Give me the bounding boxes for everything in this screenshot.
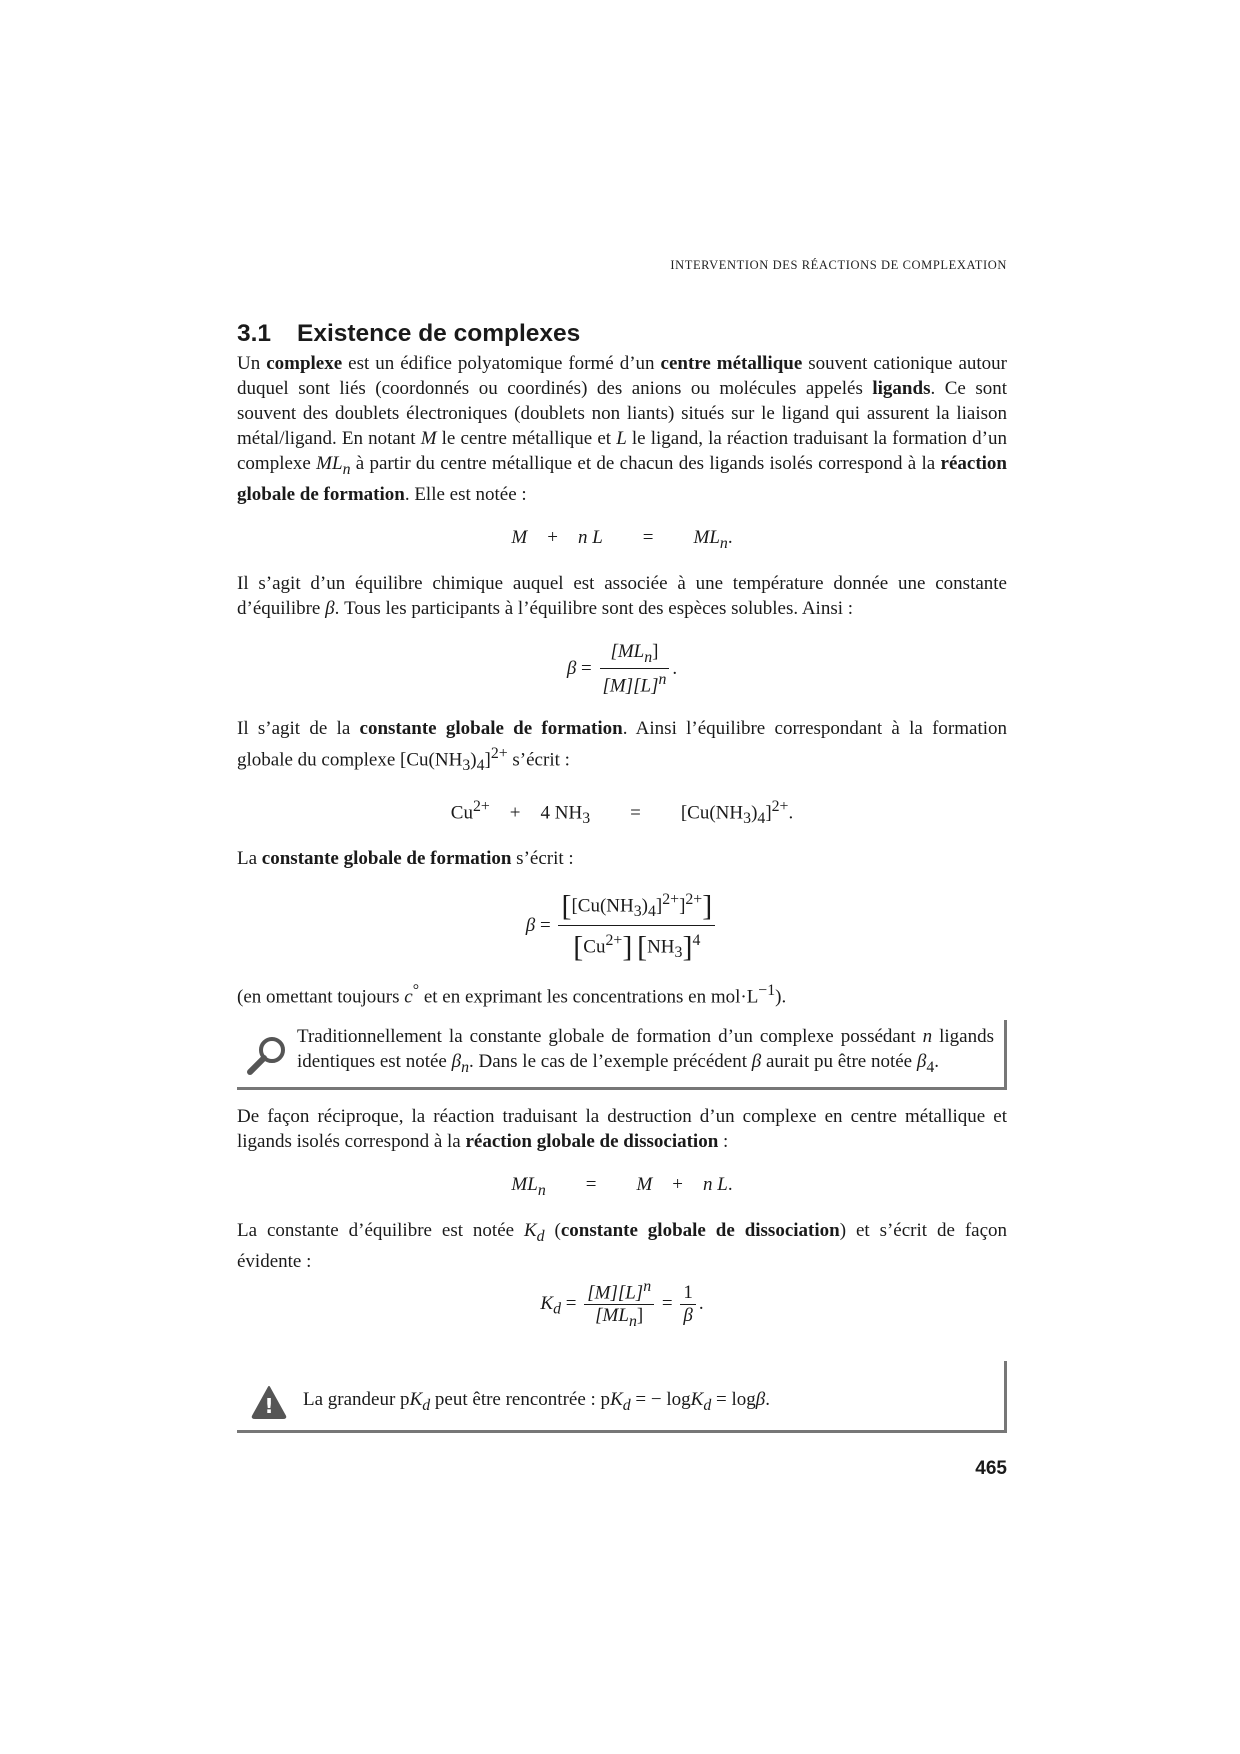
note-box <box>237 1020 1007 1091</box>
term-complexe: complexe <box>266 353 343 374</box>
section-number: 3.1 <box>237 320 272 347</box>
section-title: Existence de complexes <box>297 320 581 347</box>
warning-mark: ! <box>264 1394 274 1419</box>
term-reaction-formation: réaction globale de formation <box>237 453 1008 505</box>
fraction-kd: $\frac{[M][L]^n}{[ML_n]}$ <box>584 1276 654 1333</box>
warning-text: La grandeur $pK_d$ peut être rencontrée : $pK_d$ = − logK$_d$ = logβ. <box>303 1389 770 1414</box>
equation-dissociation: $ML_n = M + n$ L. <box>511 1174 733 1200</box>
page-content <box>237 320 1007 1433</box>
fraction-inverse-beta: $\frac{1}{\beta}$ <box>680 1282 696 1327</box>
page-number: 465 <box>975 1458 1007 1479</box>
term-ligands: ligands <box>872 378 931 399</box>
equation-copper-complex: $Cu^{2+} + 4$ $NH_3 = [Cu(NH_3)_4]^{2+}$. <box>450 797 794 827</box>
fraction-beta: $\frac{[ML_n]}{[M][L]^n}$ <box>600 641 670 698</box>
term-centre-metallique: centre métallique <box>660 353 803 374</box>
equation-formation: M + n $L = ML_n$. <box>511 526 733 552</box>
equation-beta-definition: β = $\frac{[ML_n]}{[M][L]^n}$ . <box>566 640 678 697</box>
fraction-copper-beta: $\frac{[[Cu(NH_3)_4]^{2+}]^{2+}]}{[Cu^{2+}] [NH_3]^4}$ <box>558 889 715 964</box>
warning-icon <box>251 1385 287 1419</box>
paragraph-dissociation: De façon réciproque, la réaction traduisant la destruction d’un complexe en centre métallique et ligands isolés correspond à la réaction globale de dissociation : <box>237 1106 1007 1153</box>
running-header: INTERVENTION DES RÉACTIONS DE COMPLEXATION <box>670 258 1007 272</box>
equation-copper-beta: β = $\frac{[[Cu(NH_3)_4]^{2+}]^{2+}]}{[Cu^{2+}] [NH_3]^4}$ <box>237 889 1007 964</box>
warning-box <box>237 1361 1007 1433</box>
term-constante-dissociation: constante globale de dissociation <box>560 1220 840 1242</box>
paragraph-global-constant: Il s’agit de la constante globale de formation. Ainsi l’équilibre correspondant à la formation globale du complexe $[Cu(NH_3)_4]^{2+}$ s’écrit : <box>237 717 1007 774</box>
term-constante-formation: constante globale de formation <box>359 717 623 739</box>
term-reaction-dissociation: réaction globale de dissociation <box>465 1131 719 1153</box>
magnifier-icon <box>245 1034 289 1078</box>
note-text: Traditionnellement la constante globale de formation d’un complexe possédant n ligands identiques est notée $\beta_n$. Dans le cas de l’exemple précédent β aurait pu être notée $\beta_4$. <box>297 1025 995 1076</box>
paragraph-kd: La constante d’équilibre est notée $K_d$ (constante globale de dissociation) et s’écrit de façon évidente : <box>237 1220 1008 1272</box>
term-constante-formation-2: constante globale de formation <box>261 847 512 869</box>
paragraph-units-remark: (en omettant toujours c° et en exprimant les concentrations en $mol\cdot L^{-1}$). <box>237 982 787 1008</box>
paragraph-constant-intro: La constante globale de formation s’écrit : <box>237 847 574 869</box>
section-heading <box>237 320 1007 348</box>
paragraph-equilibrium: Il s’agit d’un équilibre chimique auquel est associée à une température donnée une constante d’équilibre β. Tous les participants à l’équilibre sont des espèces solubles. Ainsi : <box>237 572 1007 619</box>
equation-kd: $K_d$ = $\frac{[M][L]^n}{[ML_n]}$ = $\frac{1}{\beta}$ . <box>237 1276 1007 1333</box>
paragraph-intro: Un complexe est un édifice polyatomique formé d’un centre métallique souvent cationique autour duquel sont liés (coordonnés ou coordinés) des anions ou molécules appelés ligands. Ce sont souvent des doublets électroniques (doublets non liants) situés sur le ligand qui assurent la liaison métal/ligand. En notant M le centre métallique et L le ligand, la réaction traduisant la formation d’un complexe $ML_n$ à partir du centre métallique et de chacun des ligands isolés correspond à la réaction globale de formation. Elle est notée : <box>237 353 1008 505</box>
